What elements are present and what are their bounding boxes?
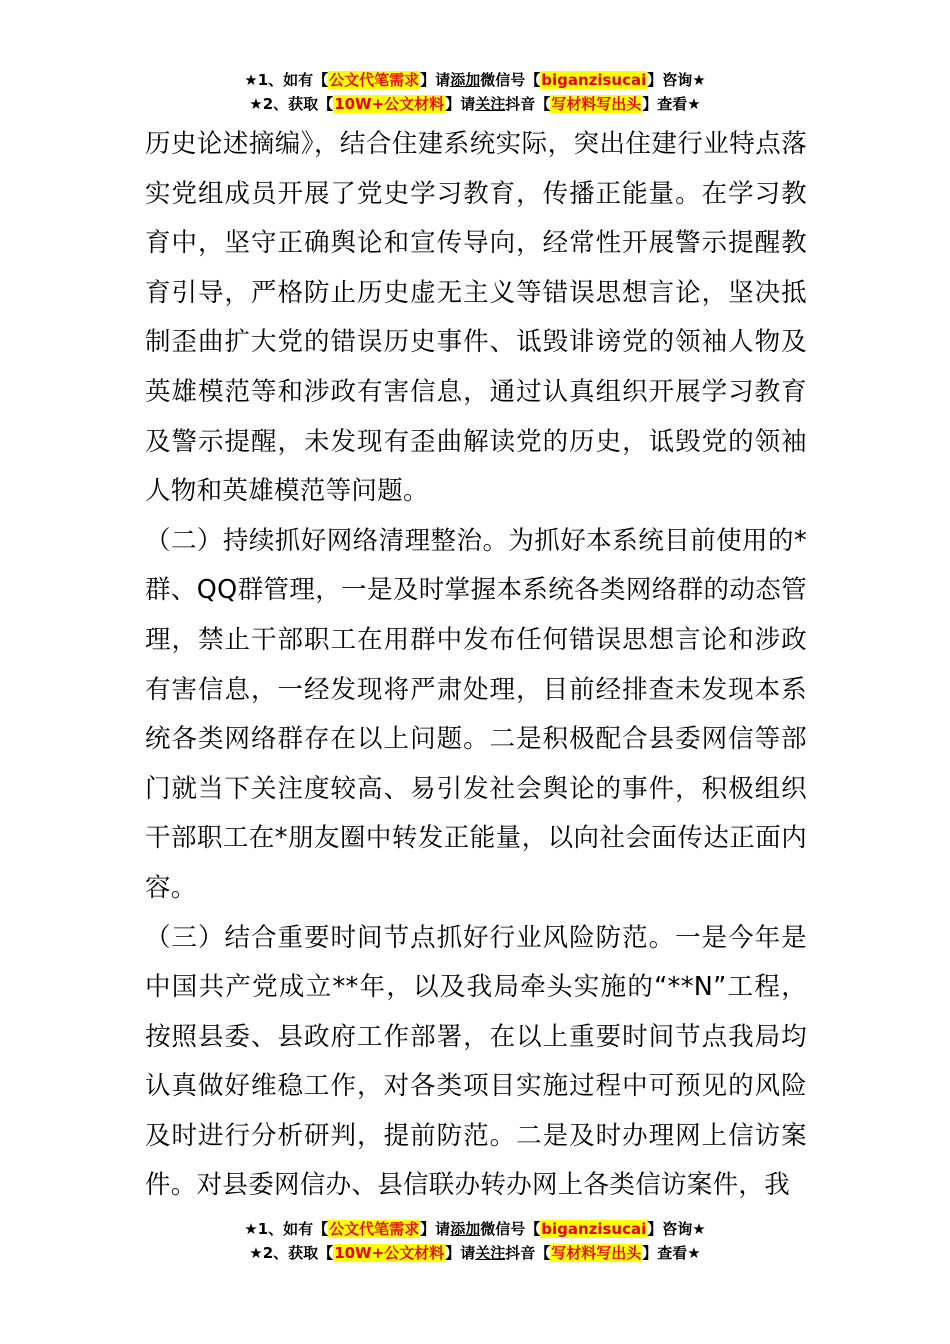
- banner-line-1: [0, 1217, 950, 1241]
- banner-text: 】查看★: [642, 1244, 701, 1262]
- highlight-service: 公文代笔需求: [329, 1220, 420, 1238]
- underlined-text: 添加: [450, 71, 481, 89]
- banner-text: ★1、如有【: [244, 71, 329, 89]
- highlight-wechat-id: biganzisucai: [541, 71, 647, 89]
- footer-banner: [0, 1217, 950, 1265]
- highlight-douyin-account: 写材料写出头: [551, 95, 642, 113]
- banner-text: ★1、如有【: [244, 1220, 329, 1238]
- banner-text: 】请: [445, 1244, 476, 1262]
- highlight-wechat-id: biganzisucai: [541, 1220, 647, 1238]
- banner-text: 】咨询★: [647, 71, 706, 89]
- header-banner: [0, 68, 950, 116]
- banner-text: 抖音【: [505, 1244, 551, 1262]
- banner-text: 】请: [420, 71, 451, 89]
- paragraph-party-history: 历史论述摘编》，结合住建系统实际，突出住建行业特点落实党组成员开展了党史学习教育，传播正能量。在学习教育中，坚守正确舆论和宣传导向，经常性开展警示提醒教育引导，严格防止历史虚无主义等错误思想言论，坚决抵制歪曲扩大党的错误历史事件、诋毁诽谤党的领袖人物及英雄模范等和涉政有害信息，通过认真组织开展学习教育及警示提醒，未发现有歪曲解读党的历史，诋毁党的领袖人物和英雄模范等问题。: [145, 129, 807, 507]
- underlined-text: 关注: [475, 1244, 506, 1262]
- paragraph-risk-prevention: （三）结合重要时间节点抓好行业风险防范。一是今年是中国共产党成立**年，以及我局牵头实施的“**N”工程，按照县委、县政府工作部署，在以上重要时间节点我局均认真做好维稳工作，对各类项目实施过程中可预见的风险及时进行分析研判，提前防范。二是及时办理网上信访案件。对县委网信办、县信联办转办网上各类信访案件，我: [145, 922, 807, 1201]
- highlight-douyin-account: 写材料写出头: [551, 1244, 642, 1262]
- document-body: [145, 120, 807, 1211]
- banner-text: 】请: [420, 1220, 451, 1238]
- banner-text: 】请: [445, 95, 476, 113]
- highlight-service: 公文代笔需求: [329, 71, 420, 89]
- banner-text: 】咨询★: [647, 1220, 706, 1238]
- paragraph-network-cleanup: （二）持续抓好网络清理整治。为抓好本系统目前使用的*群、QQ群管理，一是及时掌握本系统各类网络群的动态管理，禁止干部职工在用群中发布任何错误思想言论和涉政有害信息，一经发现将严肃处理，目前经排查未发现本系统各类网络群存在以上问题。二是积极配合县委网信等部门就当下关注度较高、易引发社会舆论的事件，积极组织干部职工在*朋友圈中转发正能量，以向社会面传达正面内容。: [145, 525, 807, 903]
- banner-line-1: [0, 68, 950, 92]
- highlight-materials: 10W+公文材料: [334, 95, 445, 113]
- banner-text: ★2、获取【: [249, 1244, 334, 1262]
- banner-text: 】查看★: [642, 95, 701, 113]
- banner-line-2: [0, 1241, 950, 1265]
- underlined-text: 添加: [450, 1220, 481, 1238]
- highlight-materials: 10W+公文材料: [334, 1244, 445, 1262]
- banner-text: 微信号【: [480, 1220, 541, 1238]
- banner-line-2: [0, 92, 950, 116]
- banner-text: 抖音【: [505, 95, 551, 113]
- banner-text: ★2、获取【: [249, 95, 334, 113]
- banner-text: 微信号【: [480, 71, 541, 89]
- underlined-text: 关注: [475, 95, 506, 113]
